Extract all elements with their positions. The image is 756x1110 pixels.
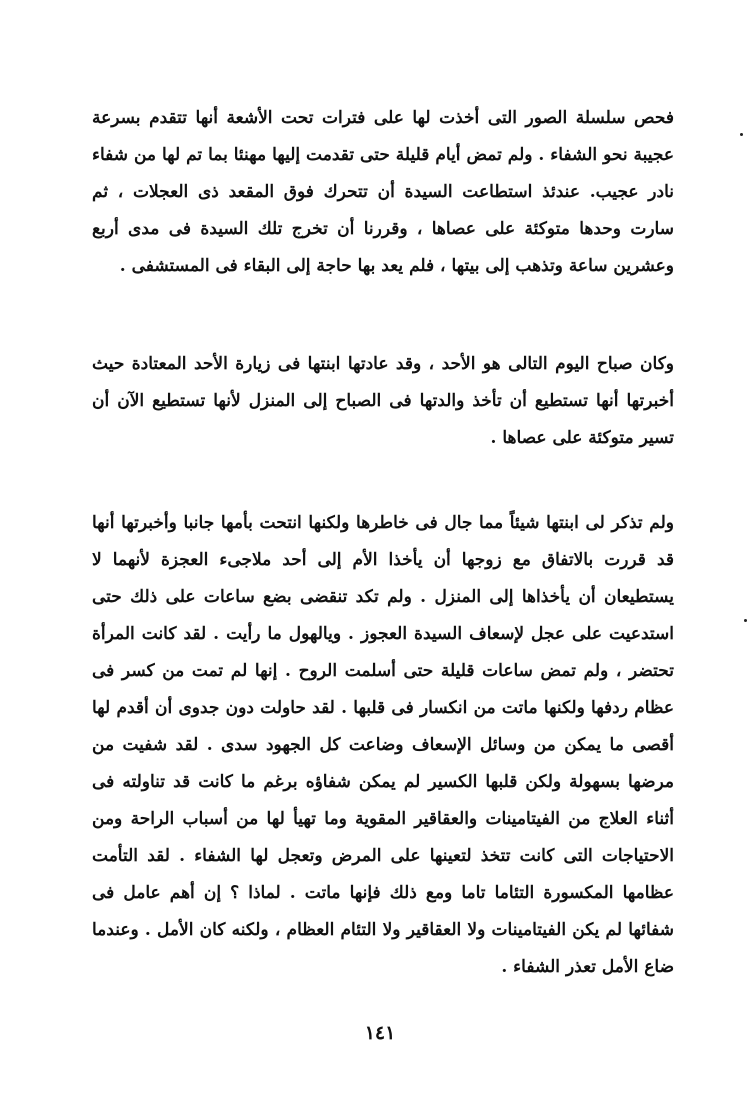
scan-speck xyxy=(740,133,743,136)
paragraph-2: وكان صباح اليوم التالى هو الأحد ، وقد عادتها ابنتها فى زيارة الأحد المعتادة حيث أخبرتها أنها تستطيع أن تأخذ والدتها فى الصباح إلى المنزل لأنها تستطيع الآن أن تسير متوكئة على عصاها . xyxy=(92,354,674,448)
paragraph-3: ولم تذكر لى ابنتها شيئاً مما جال فى خاطرها ولكنها انتحت بأمها جانبا وأخبرتها أنها قد قررت بالاتفاق مع زوجها أن يأخذا الأم إلى أحد ملاجىء العجزة لأنهما لا يستطيعان أن يأخذاها إلى المنزل . ولم تكد تنقضى بضع ساعات على ذلك حتى استدعيت على عجل لإسعاف السيدة العجوز . ويالهول ما رأيت . لقد كانت المرأة تحتضر ، ولم تمض ساعات قليلة حتى أسلمت الروح . إنها لم تمت من كسر فى عظام ردفها ولكنها ماتت من انكسار فى قلبها . لقد حاولت دون جدوى أن أقدم لها أقصى ما يمكن من وسائل الإسعاف وضاعت كل الجهود سدى . لقد شفيت من مرضها بسهولة ولكن قلبها الكسير لم يمكن شفاؤه برغم ما كانت قد تناولته فى أثناء العلاج من الفيتامينات والعقاقير المقوية وما تهيأ لها من أسباب الراحة ومن الاحتياجات التى كانت تتخذ لتعينها على المرض وتعجل لها الشفاء . لقد التأمت عظامها المكسورة التئاما تاما ومع ذلك فإنها ماتت . لماذا ؟ إن أهم عامل فى شفائها لم يكن الفيتامينات ولا العقاقير ولا التئام العظام ، ولكنه كان الأمل . وعندما ضاع الأمل تعذر الشفاء . xyxy=(92,513,674,977)
paragraph-1: فحص سلسلة الصور التى أخذت لها على فترات تحت الأشعة أنها تتقدم بسرعة عجيبة نحو الشفاء . ولم تمض أيام قليلة حتى تقدمت إليها مهنئا بما تم لها من شفاء نادر عجيب. عندئذ استطاعت السيدة أن تتحرك فوق المقعد ذى العجلات ، ثم سارت وحدها متوكئة على عصاها ، وقررنا أن تخرج تلك السيدة فى مدى أربع وعشرين ساعة وتذهب إلى بيتها ، فلم يعد بها حاجة إلى البقاء فى المستشفى . xyxy=(92,108,674,276)
scan-speck xyxy=(744,619,747,622)
page-number: ١٤١ xyxy=(364,1022,396,1044)
